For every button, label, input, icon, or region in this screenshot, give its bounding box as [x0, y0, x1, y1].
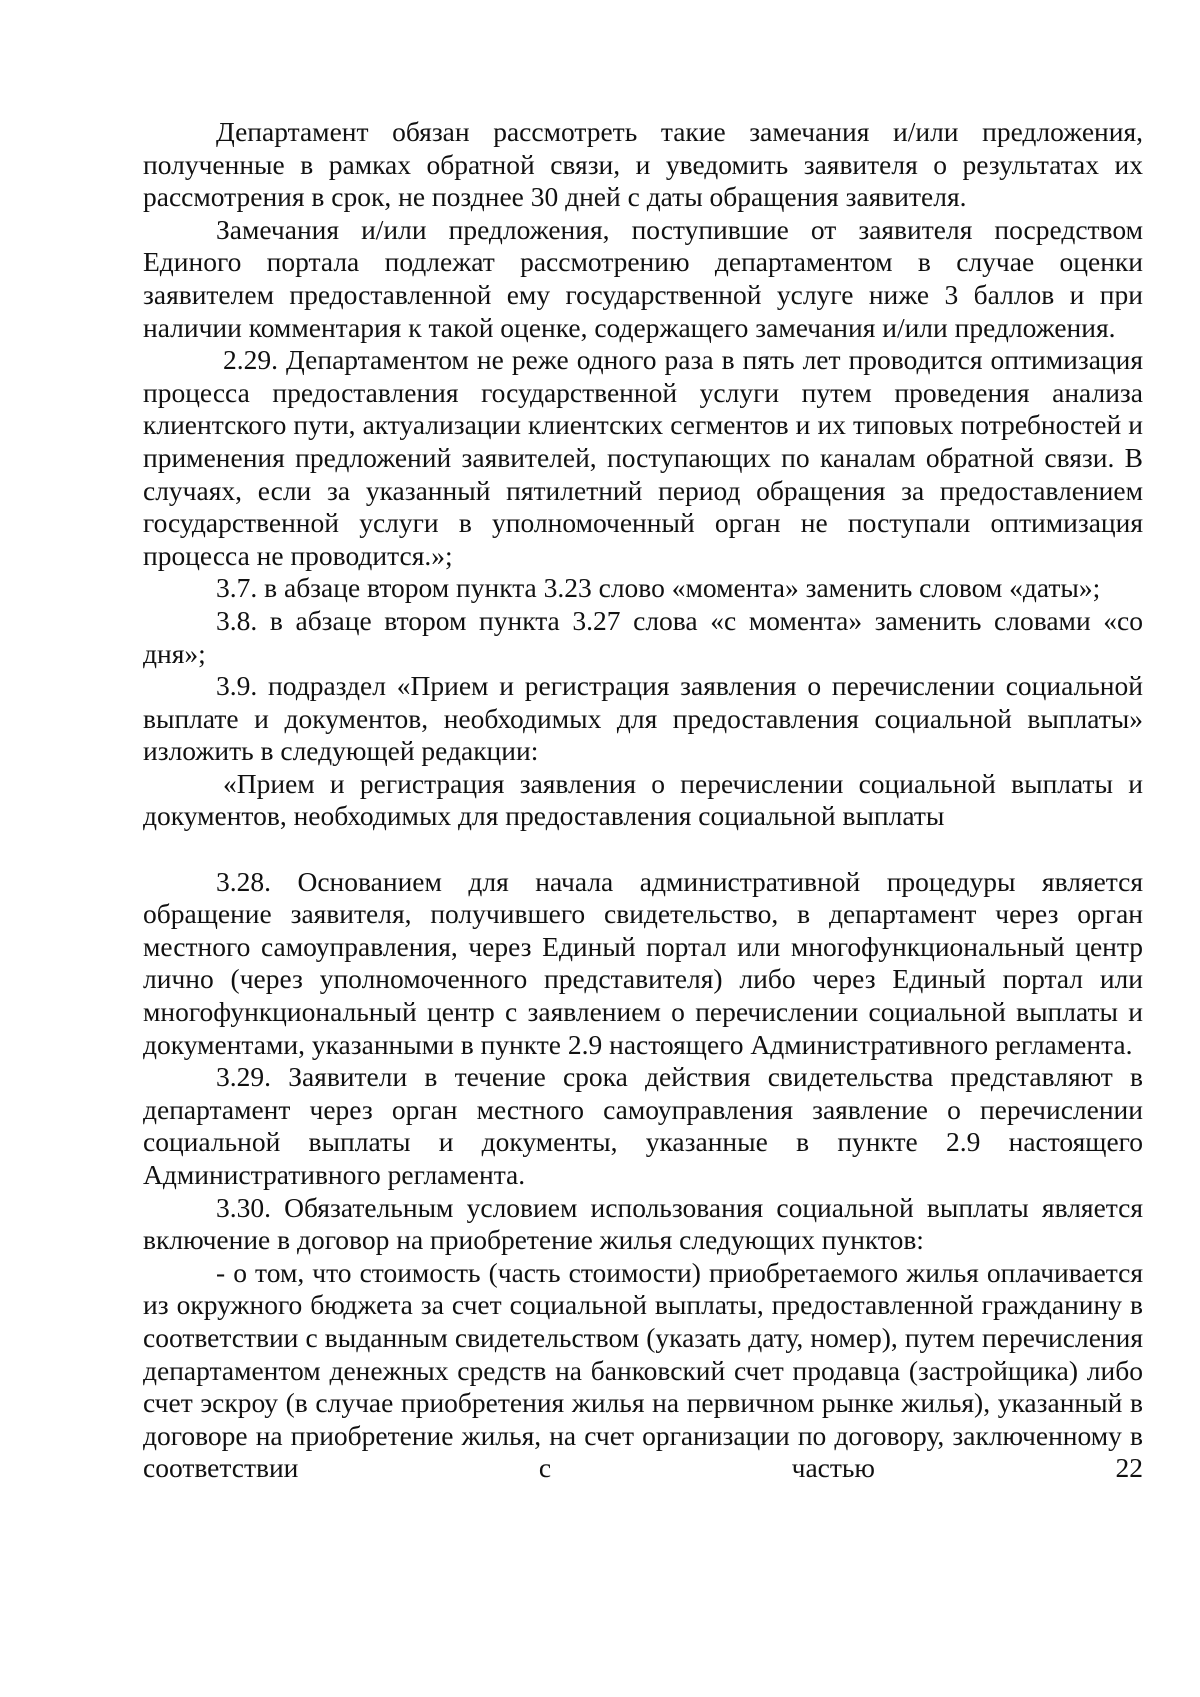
- paragraph-3-7: 3.7. в абзаце втором пункта 3.23 слово «момента» заменить словом «даты»;: [216, 572, 1101, 604]
- paragraph-2-29: 2.29. Департаментом не реже одного раза в пять лет проводится оптимизация процесса предоставления государственной услуги путем проведения анализа клиентского пути, актуализации клиентских сегментов и их типовых потребностей и применения предложений заявителей, поступающих по каналам обратной связи. В случаях, если за указанный пятилетний период обращения за предоставлением государственной услуги в уполномоченный орган не поступали оптимизация процесса не проводится.»;: [143, 344, 1143, 571]
- paragraph-feedback-review: Департамент обязан рассмотреть такие замечания и/или предложения, полученные в рамках обратной связи, и уведомить заявителя о результатах их рассмотрения в срок, не позднее 30 дней с даты обращения заявителя.: [143, 116, 1143, 213]
- blank-line: [143, 833, 1143, 866]
- paragraph-portal-remarks: Замечания и/или предложения, поступившие от заявителя посредством Единого портала подлежат рассмотрению департаментом в случае оценки заявителем предоставленной ему государственной услуге ниже 3 баллов и при наличии комментария к такой оценке, содержащего замечания и/или предложения.: [143, 213, 1143, 343]
- paragraph-3-29: 3.29. Заявители в течение срока действия свидетельства представляют в департамент через орган местного самоуправления заявление о перечислении социальной выплаты и документы, указанные в пункте 2.9 настоящего Административного регламента.: [143, 1061, 1143, 1190]
- subsection-heading: «Прием и регистрация заявления о перечислении социальной выплаты и документов, необходимых для предоставления социальной выплаты: [143, 767, 1143, 832]
- paragraph-3-8: 3.8. в абзаце втором пункта 3.27 слова «с момента» заменить словами «со дня»;: [143, 604, 1143, 669]
- paragraph-3-30: 3.30. Обязательным условием использования социальной выплаты является включение в договор на приобретение жилья следующих пунктов:: [143, 1191, 1143, 1256]
- document-page: [143, 116, 1143, 1485]
- paragraph-3-28: 3.28. Основанием для начала административной процедуры является обращение заявителя, получившего свидетельство, в департамент через орган местного самоуправления, через Единый портал или многофункциональный центр лично (через уполномоченного представителя) либо через Единый портал или многофункциональный центр с заявлением о перечислении социальной выплаты и документами, указанными в пункте 2.9 настоящего Административного регламента.: [143, 865, 1143, 1060]
- paragraph-contract-clause: - о том, что стоимость (часть стоимости) приобретаемого жилья оплачивается из окружного бюджета за счет социальной выплаты, предоставленной гражданину в соответствии с выданным свидетельством (указать дату, номер), путем перечисления департаментом денежных средств на банковский счет продавца (застройщика) либо счет эскроу (в случае приобретения жилья на первичном рынке жилья), указанный в договоре на приобретение жилья, на счет организации по договору, заключенному в соответствии с частью 22: [143, 1256, 1143, 1484]
- paragraph-3-9: 3.9. подраздел «Прием и регистрация заявления о перечислении социальной выплате и документов, необходимых для предоставления социальной выплаты» изложить в следующей редакции:: [143, 670, 1143, 767]
